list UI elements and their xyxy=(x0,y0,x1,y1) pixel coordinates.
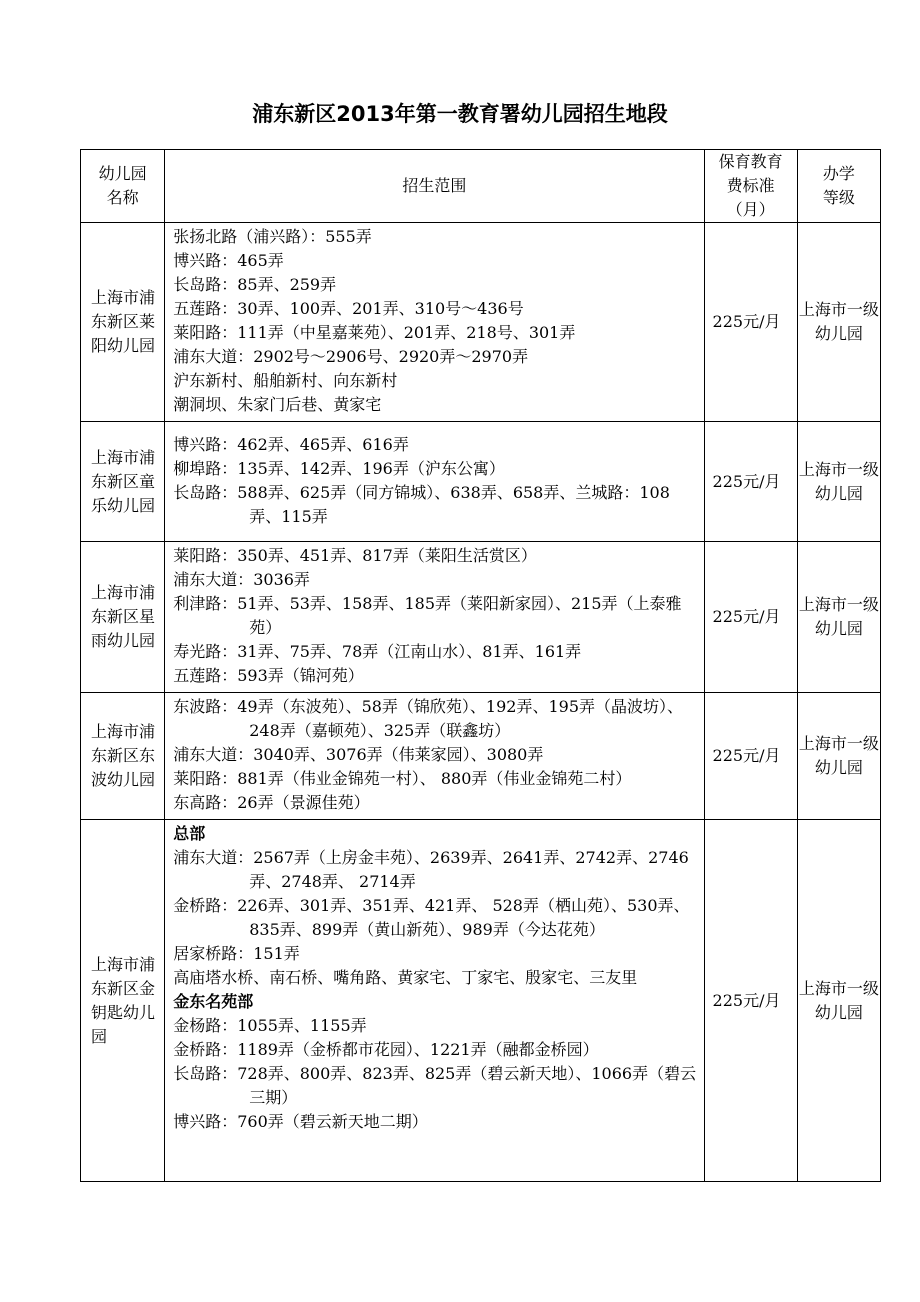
kindergarten-name: 上海市浦东新区金钥匙幼儿园 xyxy=(81,820,165,1182)
enrollment-range xyxy=(165,820,704,1182)
range-line: 长岛路：85弄、259弄 xyxy=(173,275,337,294)
table-row xyxy=(81,223,881,422)
header-name: 幼儿园名称 xyxy=(81,150,165,223)
range-line: 莱阳路：111弄（中星嘉莱苑）、201弄、218号、301弄 xyxy=(173,323,576,342)
kindergarten-name: 上海市浦东新区莱阳幼儿园 xyxy=(81,223,165,422)
range-line: 莱阳路：881弄（伟业金锦苑一村）、 880弄（伟业金锦苑二村） xyxy=(173,769,632,788)
range-line: 五莲路：593弄（锦河苑） xyxy=(173,666,364,685)
table-row xyxy=(81,693,881,820)
table-row xyxy=(81,542,881,693)
range-line: 浦东大道：2567弄（上房金丰苑）、2639弄、2641弄、2742弄、2746弄、2748弄、 2714弄 xyxy=(173,848,689,891)
fee-cell: 225元/月 xyxy=(704,542,797,693)
range-line: 浦东大道：3040弄、3076弄（伟莱家园）、3080弄 xyxy=(173,745,544,764)
section-heading-main: 总部 xyxy=(173,824,206,843)
level-cell: 上海市一级幼儿园 xyxy=(797,542,880,693)
range-line: 博兴路：462弄、465弄、616弄 xyxy=(173,434,409,454)
header-range: 招生范围 xyxy=(165,150,704,223)
range-line: 莱阳路：350弄、451弄、817弄（莱阳生活赏区） xyxy=(173,546,537,565)
range-line: 高庙塔水桥、南石桥、嘴角路、黄家宅、丁家宅、殷家宅、三友里 xyxy=(173,968,638,987)
range-line: 金桥路：1189弄（金桥都市花园）、1221弄（融都金桥园） xyxy=(173,1040,599,1059)
level-cell: 上海市一级幼儿园 xyxy=(797,223,880,422)
range-line: 潮洞坝、朱家门后巷、黄家宅 xyxy=(173,395,382,414)
range-line: 张扬北路（浦兴路）：555弄 xyxy=(173,227,372,246)
fee-cell: 225元/月 xyxy=(704,223,797,422)
range-line: 沪东新村、船舶新村、向东新村 xyxy=(173,371,398,390)
document-title: 浦东新区2013年第一教育署幼儿园招生地段 xyxy=(252,102,668,126)
table-row xyxy=(81,422,881,542)
range-line: 浦东大道：2902号～2906号、2920弄～2970弄 xyxy=(173,347,529,366)
enrollment-range xyxy=(165,422,704,542)
range-line: 博兴路：760弄（碧云新天地二期） xyxy=(173,1112,428,1131)
enrollment-table xyxy=(80,149,881,1182)
header-fee: 保育教育费标准（月） xyxy=(704,150,797,223)
range-line: 柳埠路：135弄、142弄、196弄（沪东公寓） xyxy=(173,458,505,478)
range-line: 寿光路：31弄、75弄、78弄（江南山水）、81弄、161弄 xyxy=(173,642,582,661)
kindergarten-name: 上海市浦东新区东波幼儿园 xyxy=(81,693,165,820)
enrollment-range xyxy=(165,542,704,693)
enrollment-range xyxy=(165,693,704,820)
fee-cell: 225元/月 xyxy=(704,693,797,820)
level-cell: 上海市一级幼儿园 xyxy=(797,422,880,542)
range-line: 长岛路：588弄、625弄（同方锦城）、638弄、658弄、兰城路：108弄、115弄 xyxy=(173,482,670,526)
range-line: 东高路：26弄（景源佳苑） xyxy=(173,793,370,812)
fee-cell: 225元/月 xyxy=(704,422,797,542)
level-cell: 上海市一级幼儿园 xyxy=(797,693,880,820)
range-line: 居家桥路：151弄 xyxy=(173,944,300,963)
range-line: 金桥路：226弄、301弄、351弄、421弄、 528弄（栖山苑）、530弄、835弄、899弄（黄山新苑）、989弄（今达花苑） xyxy=(173,896,690,939)
level-cell: 上海市一级幼儿园 xyxy=(797,820,880,1182)
range-line: 浦东大道：3036弄 xyxy=(173,570,310,589)
range-line: 五莲路：30弄、100弄、201弄、310号～436号 xyxy=(173,299,524,318)
range-line: 长岛路：728弄、800弄、823弄、825弄（碧云新天地）、1066弄（碧云三期） xyxy=(173,1064,697,1107)
range-line: 博兴路：465弄 xyxy=(173,251,284,270)
range-line: 东波路：49弄（东波苑）、58弄（锦欣苑）、192弄、195弄（晶波坊）、248弄（嘉顿苑）、325弄（联鑫坊） xyxy=(173,697,684,740)
header-level: 办学等级 xyxy=(797,150,880,223)
section-heading-branch: 金东名苑部 xyxy=(173,992,254,1011)
kindergarten-name: 上海市浦东新区童乐幼儿园 xyxy=(81,422,165,542)
table-row xyxy=(81,820,881,1182)
table-header-row xyxy=(81,150,881,223)
kindergarten-name: 上海市浦东新区星雨幼儿园 xyxy=(81,542,165,693)
range-line: 金杨路：1055弄、1155弄 xyxy=(173,1016,367,1035)
fee-cell: 225元/月 xyxy=(704,820,797,1182)
range-line: 利津路：51弄、53弄、158弄、185弄（莱阳新家园）、215弄（上泰雅苑） xyxy=(173,594,682,637)
enrollment-range xyxy=(165,223,704,422)
